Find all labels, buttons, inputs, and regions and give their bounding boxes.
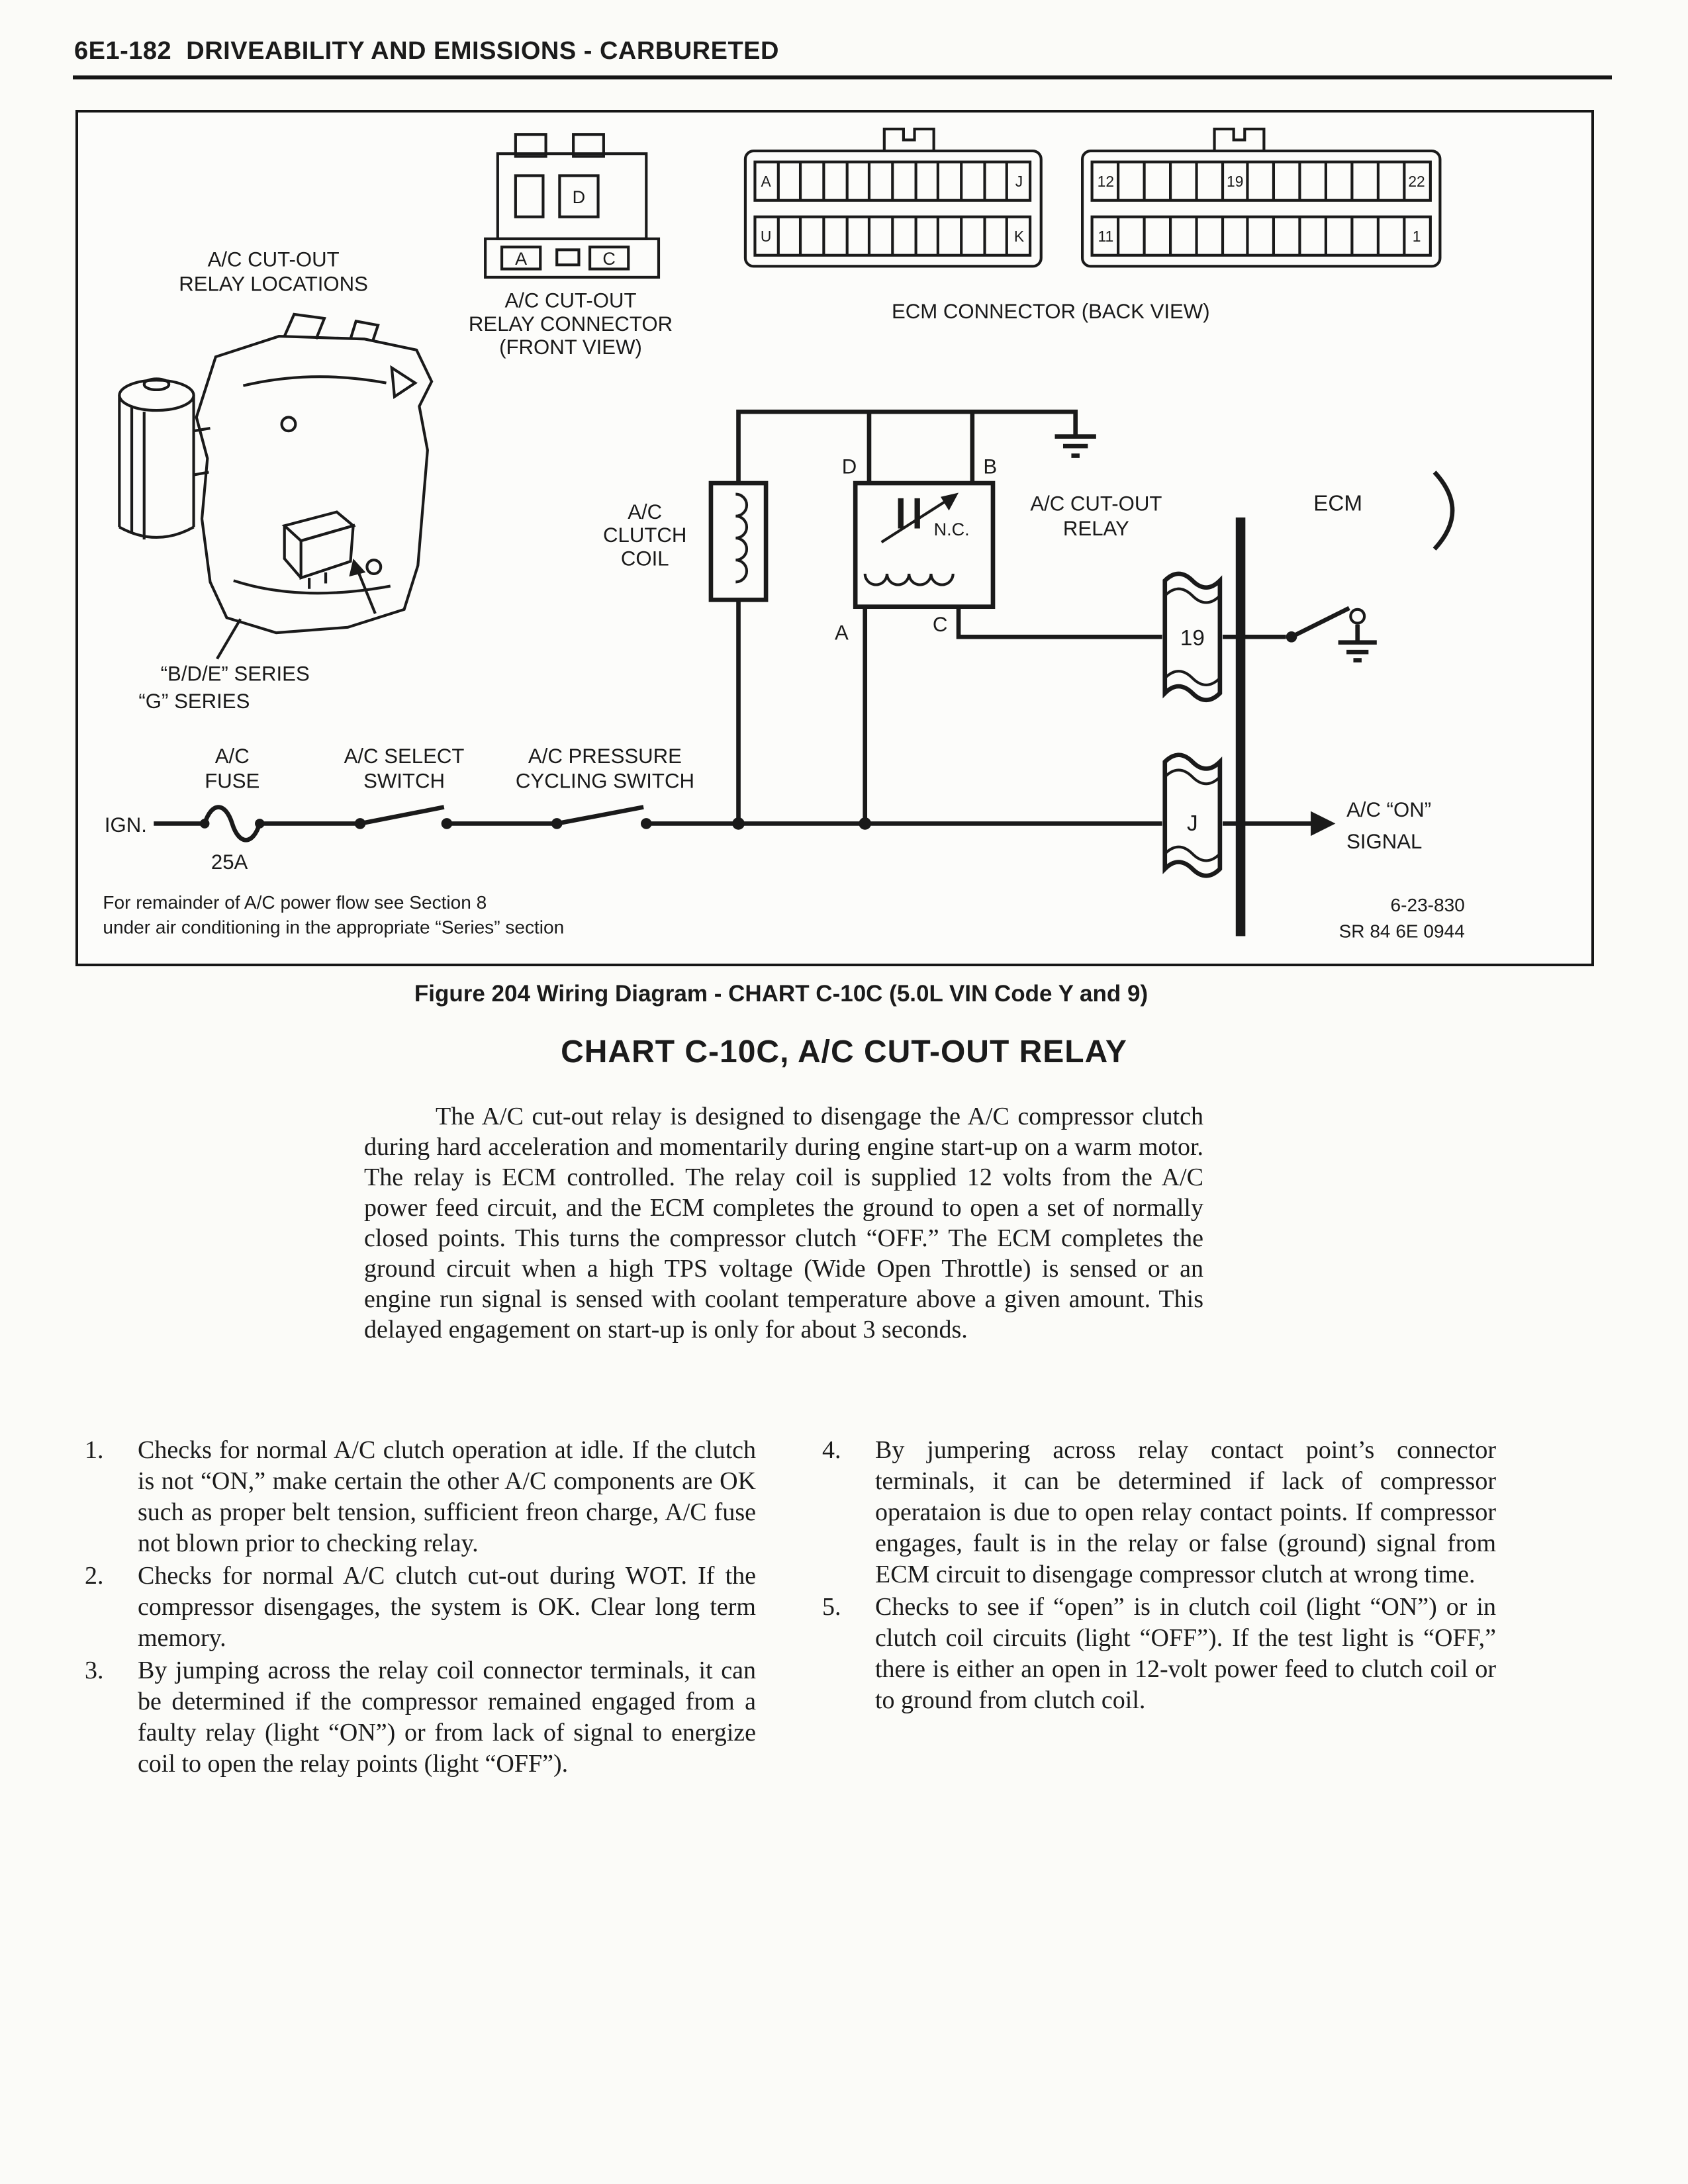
ecm-pin-1: 1 [1412, 227, 1421, 245]
pressure-switch-label-1: A/C PRESSURE [528, 745, 682, 768]
figure-note-1: For remainder of A/C power flow see Section 8 [103, 892, 487, 913]
connector-19-label: 19 [1180, 625, 1205, 651]
step-1 [85, 1435, 756, 1559]
cutout-relay-label-2: RELAY [1062, 516, 1129, 540]
step-3 [85, 1655, 756, 1780]
relay-connector-front-view [485, 134, 659, 277]
figure-note-2: under air conditioning in the appropriate “Series” section [103, 917, 565, 938]
relay-locations-label-1: A/C CUT-OUT [207, 248, 340, 271]
terminal-d-label: D [841, 455, 857, 478]
wiring-diagram-svg [78, 113, 1591, 964]
step-number: 3. [85, 1657, 104, 1684]
section-title: CHART C-10C, A/C CUT-OUT RELAY [561, 1034, 1127, 1069]
ecm-pin-u: U [760, 227, 772, 245]
pressure-switch-label-2: CYCLING SWITCH [515, 769, 694, 793]
step-text: By jumpering across relay contact point’s connector terminals, it can be determined if lack of compressor operataion is due to open relay contact points. If compressor engages, fault is in the relay or false (ground) signal from ECM circuit to disengage compressor clutch at wrong time. [875, 1436, 1496, 1588]
figure-caption: Figure 204 Wiring Diagram - CHART C-10C (5.0L VIN Code Y and 9) [414, 981, 1149, 1007]
front-view-label-1: A/C CUT-OUT [504, 289, 637, 312]
step-number: 4. [822, 1436, 841, 1464]
step-number: 1. [85, 1436, 104, 1464]
nc-label: N.C. [933, 519, 970, 539]
ecm-pin-22: 22 [1408, 173, 1425, 191]
cutout-relay-label-1: A/C CUT-OUT [1030, 492, 1162, 516]
ecm-label: ECM [1313, 491, 1363, 516]
pin-c-label: C [602, 249, 616, 269]
terminal-c-label: C [932, 613, 948, 637]
clutch-coil-label-1: A/C [628, 500, 663, 523]
connector-j-label: J [1187, 811, 1198, 836]
step-text: Checks to see if “open” is in clutch coil (light “ON”) or in clutch coil circuits (light “OFF”). If the test light is “OFF,” there is either an open in 12-volt power feed to clutch coil or to ground from clutch coil. [875, 1593, 1496, 1714]
terminal-b-label: B [983, 455, 998, 478]
ecm-connector-left [745, 129, 1041, 266]
clutch-coil-label-3: COIL [620, 547, 669, 570]
step-5 [822, 1592, 1496, 1716]
fuse-label-2: FUSE [205, 769, 260, 793]
ecm-connector-label: ECM CONNECTOR (BACK VIEW) [891, 300, 1210, 324]
step-4 [822, 1435, 1496, 1590]
figure-ref-2: SR 84 6E 0944 [1338, 921, 1465, 942]
intro-paragraph: The A/C cut-out relay is designed to disengage the A/C compressor clutch during hard acceleration and momentarily during engine start-up on a warm motor. The relay is ECM controlled. The relay coil is supplied 12 volts from the A/C power feed circuit, and the ECM completes the ground to open a set of normally closed points. This turns the compressor clutch “OFF.” The ECM completes the ground circuit when a high TPS voltage (Wide Open Throttle) is sensed or an engine run signal is sensed with coolant temperature above a given amount. This delayed engagement on start-up is only for about 3 seconds. [364, 1103, 1203, 1343]
step-number: 5. [822, 1593, 841, 1621]
step-text: Checks for normal A/C clutch operation at idle. If the clutch is not “ON,” make certain the other A/C components are OK such as proper belt tension, sufficient freon charge, A/C fuse not blown prior to checking relay. [138, 1436, 756, 1557]
ecm-pin-12: 12 [1097, 173, 1115, 191]
steps-column-right [822, 1435, 1496, 1717]
select-switch-label-2: SWITCH [363, 769, 445, 793]
ecm-pin-19: 19 [1227, 173, 1244, 191]
ecm-pin-11: 11 [1098, 227, 1114, 245]
terminal-a-label: A [834, 621, 849, 645]
relay-locations-label-2: RELAY LOCATIONS [179, 272, 368, 296]
ecm-pin-a: A [761, 173, 771, 191]
fuse-amps-label: 25A [211, 850, 248, 874]
step-2 [85, 1561, 756, 1654]
fuse-label-1: A/C [214, 745, 250, 768]
pin-a-label: A [515, 249, 528, 269]
clutch-coil-label-2: CLUTCH [603, 523, 687, 547]
step-text: Checks for normal A/C clutch cut-out during WOT. If the compressor disengages, the system is OK. Clear long term memory. [138, 1562, 756, 1652]
select-switch-label-1: A/C SELECT [344, 745, 465, 768]
wiring-diagram-figure [75, 110, 1594, 966]
step-text: By jumping across the relay coil connector terminals, it can be determined if the compressor remained engaged from a faulty relay (light “ON”) or from lack of signal to energize coil to open the relay points (light “OFF”). [138, 1657, 756, 1778]
ign-label: IGN. [104, 813, 147, 837]
ecm-connector-right [1082, 129, 1440, 266]
series-g-label: “G” SERIES [138, 690, 250, 713]
figure-ref-1: 6-23-830 [1390, 895, 1465, 916]
steps-column-left [85, 1435, 756, 1781]
step-number: 2. [85, 1562, 104, 1590]
front-view-label-2: RELAY CONNECTOR [468, 312, 673, 336]
ecm-pin-k: K [1013, 227, 1025, 245]
on-signal-label-1: A/C “ON” [1346, 798, 1432, 822]
page-header: 6E1-182 DRIVEABILITY AND EMISSIONS - CARBURETED [74, 37, 779, 65]
relay-location-illustration [119, 314, 432, 659]
on-signal-label-2: SIGNAL [1346, 829, 1423, 853]
pin-d-label: D [572, 187, 586, 207]
front-view-label-3: (FRONT VIEW) [499, 336, 642, 359]
ecm-pin-j: J [1015, 173, 1023, 191]
header-rule [73, 75, 1612, 79]
series-bde-label: “B/D/E” SERIES [160, 662, 310, 686]
